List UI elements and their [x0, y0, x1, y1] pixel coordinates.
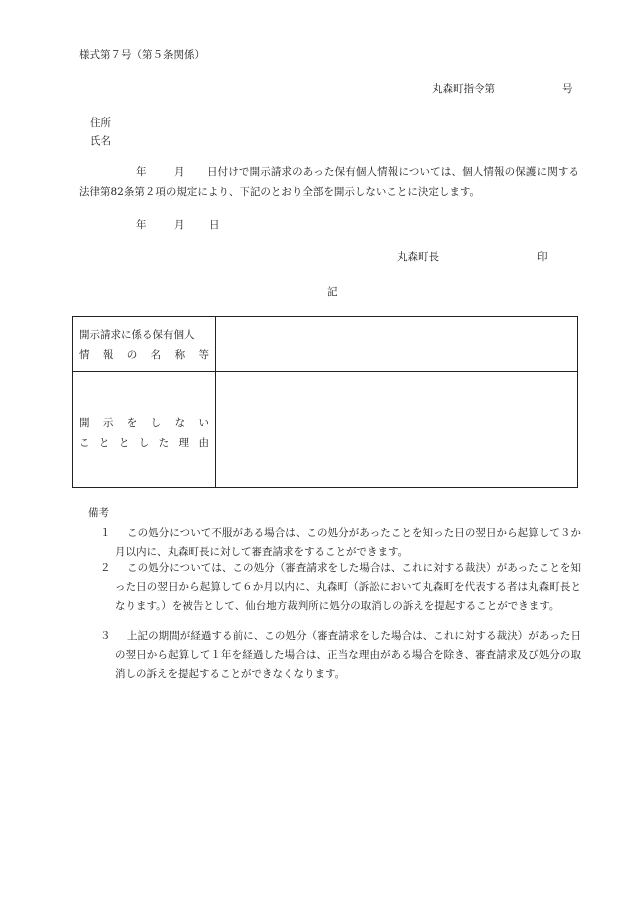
name-label: 氏名 [90, 135, 111, 147]
row2-value-cell [216, 372, 577, 487]
note-item: ２ この処分については、この処分（審査請求をした場合は、これに対する裁決）があったことを知った日の翌日から起算して６か月以内に、丸森町（訴訟において丸森町を代表する者は丸森町長となります。）を被告として、仙台地方裁判所に処分の取消しの訴えを提起することができます。 [115, 559, 581, 616]
section-heading: 記 [327, 286, 338, 298]
reference-number-suffix: 号 [562, 83, 573, 95]
note-number: ２ [100, 562, 111, 574]
row1-label-line2: 情 報 の 名 称 等 [79, 349, 209, 361]
row1-label-line1: 開示請求に係る保有個人 [79, 329, 195, 341]
decision-month: 月 [174, 219, 185, 231]
decision-day: 日 [209, 219, 220, 231]
row2-label-line1: 開 示 を し な い [79, 417, 209, 429]
note-number: １ [100, 527, 111, 539]
decision-text: 日付けで開示請求のあった保有個人情報については、個人情報の保護に関する法律第82条第２項の規定により、下記のとおり全部を開示しないことに決定します。 [79, 166, 579, 198]
issuer-seal: 印 [537, 251, 548, 263]
notes-title: 備考 [88, 507, 109, 519]
reference-number-prefix: 丸森町指令第 [432, 83, 495, 95]
address-label: 住所 [90, 117, 111, 129]
row2-label [79, 413, 209, 453]
note-item: １ この処分について不服がある場合は、この処分があったことを知った日の翌日から起算して３か月以内に、丸森町長に対して審査請求をすることができます。 [115, 524, 581, 562]
row1-label [79, 325, 209, 365]
request-month: 月 [174, 166, 185, 178]
decision-year: 年 [136, 219, 147, 231]
row1-value-cell [216, 317, 577, 371]
disclosure-table [72, 316, 578, 488]
form-label: 様式第７号（第５条関係） [79, 49, 205, 61]
row2-label-line2: こ と と し た 理 由 [79, 437, 209, 449]
issuer-title: 丸森町長 [397, 251, 439, 263]
note-number: ３ [100, 630, 111, 642]
note-item: ３ 上記の期間が経過する前に、この処分（審査請求をした場合は、これに対する裁決）があった日の翌日から起算して１年を経過した場合は、正当な理由がある場合を除き、審査請求及び処分の取消しの訴えを提起することができなくなります。 [115, 627, 581, 684]
request-year: 年 [136, 166, 147, 178]
